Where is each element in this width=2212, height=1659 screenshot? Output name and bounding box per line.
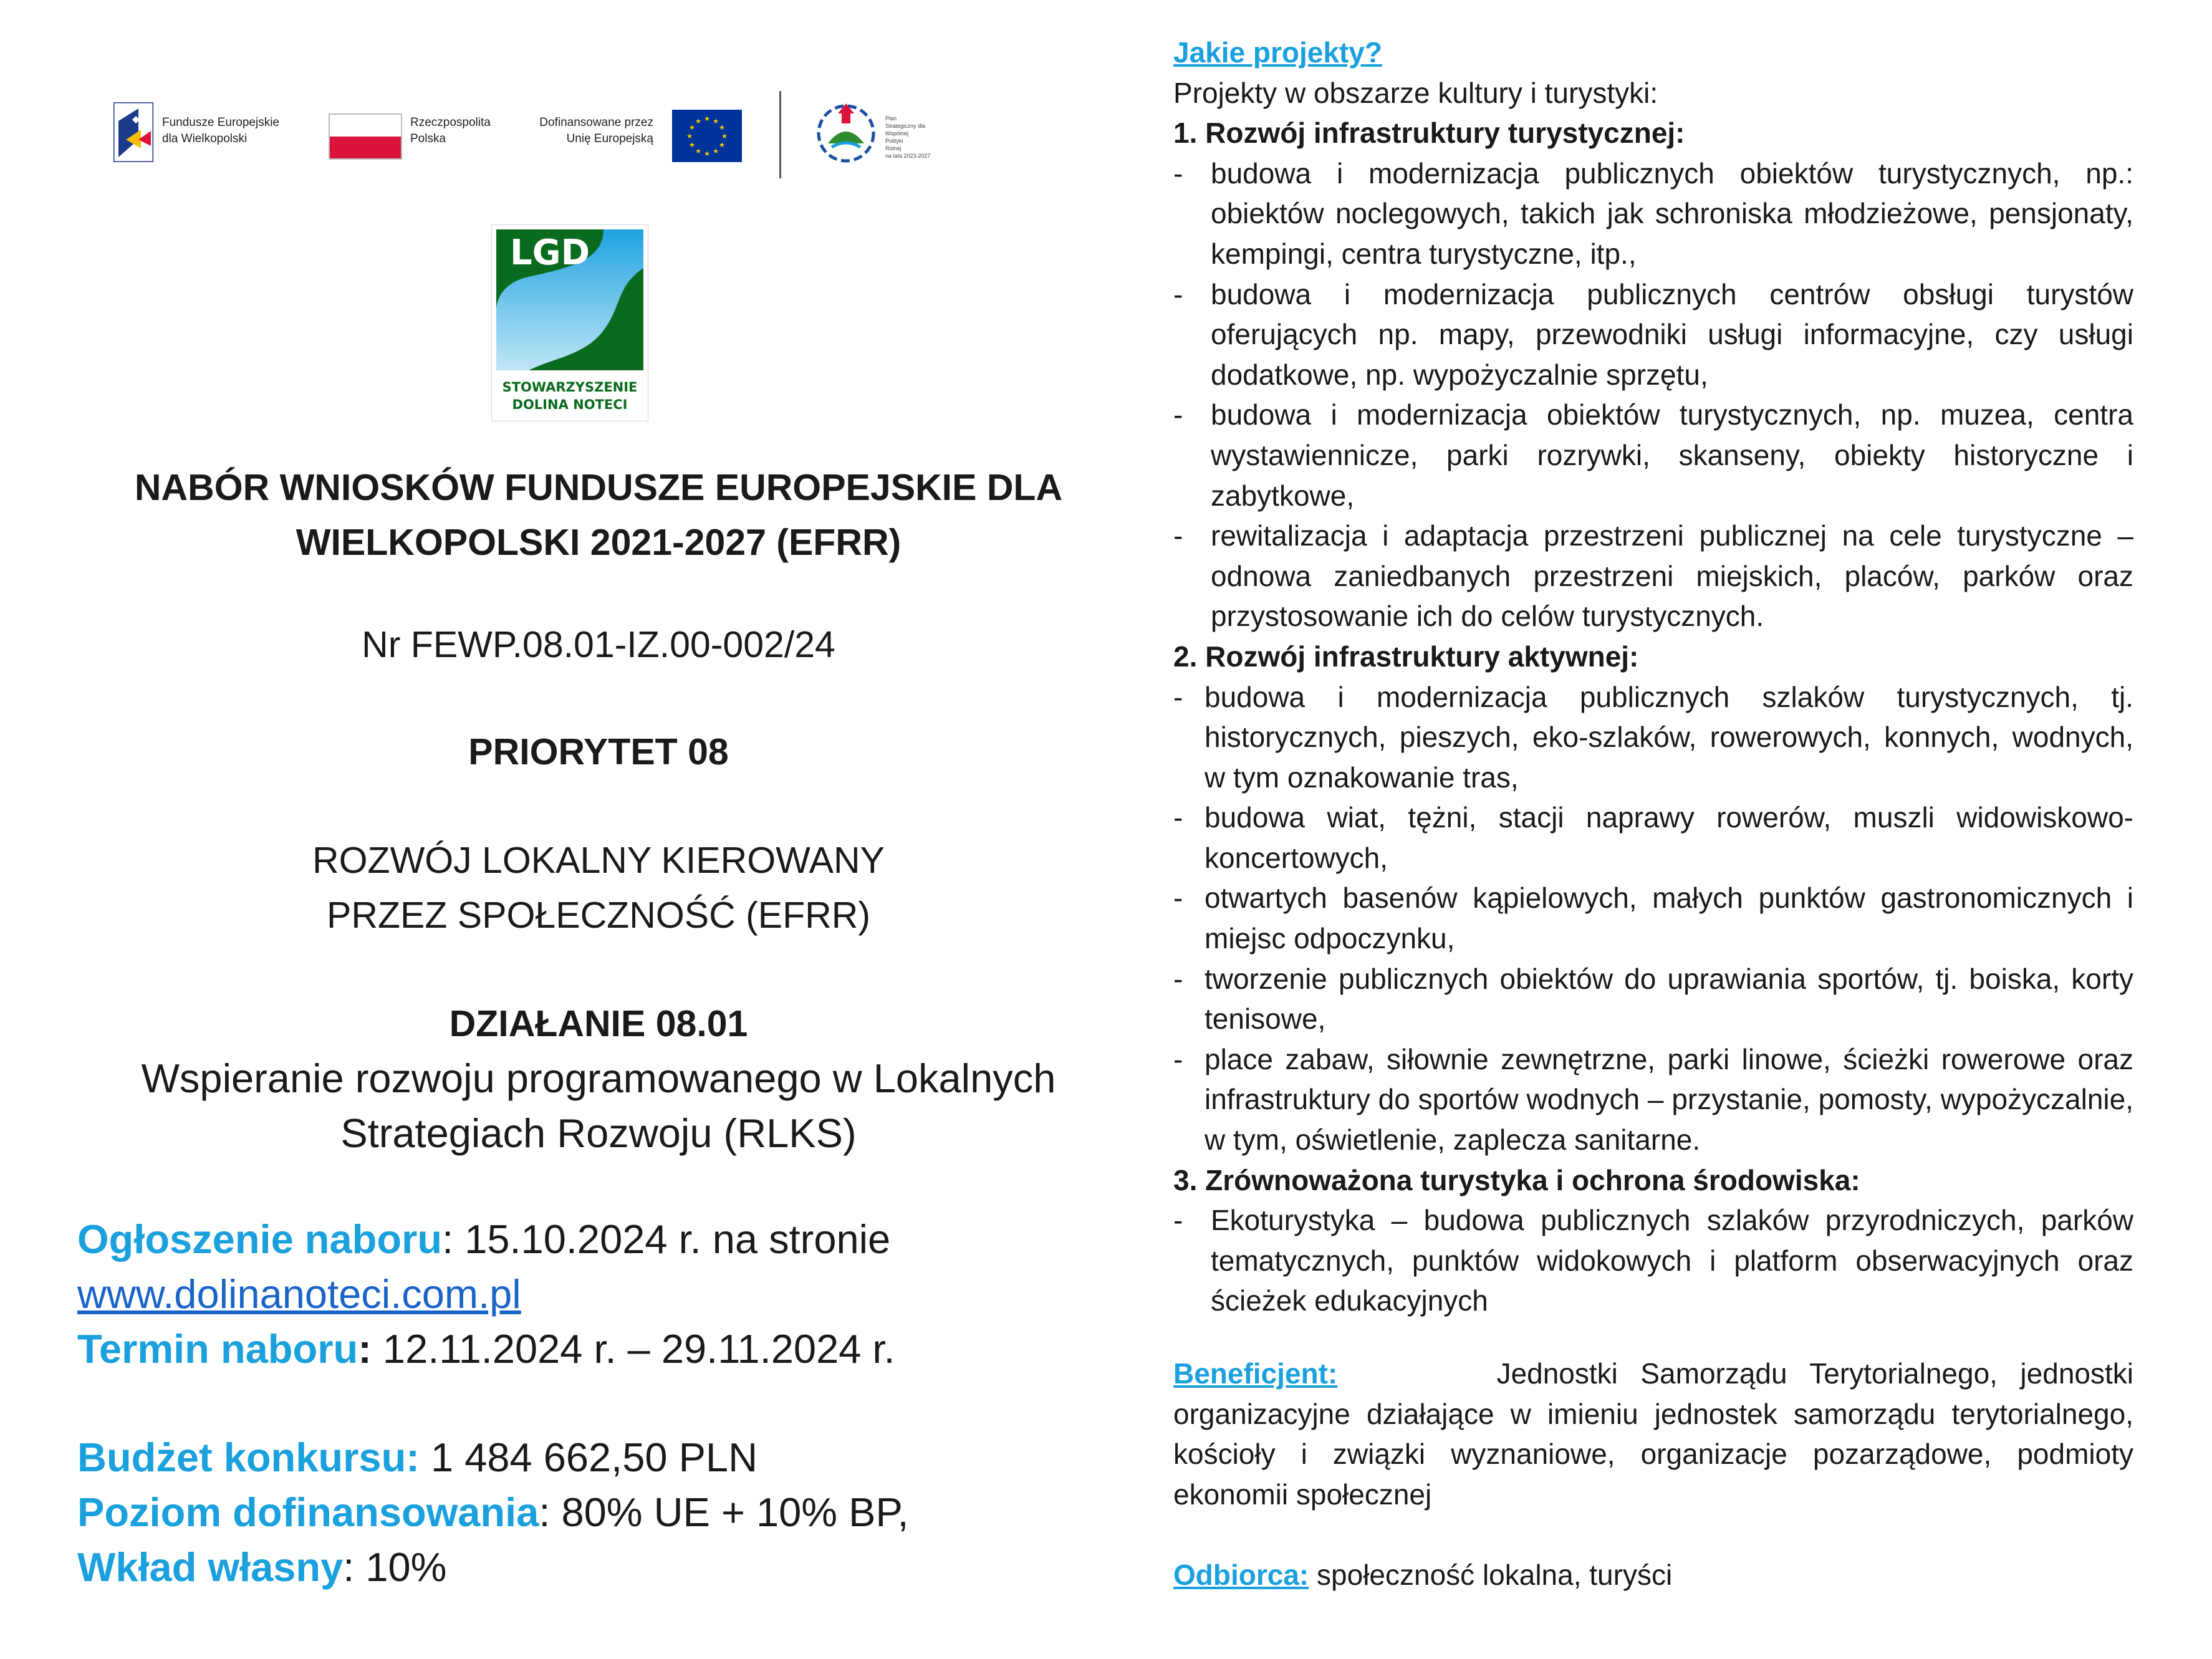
fe-text: Fundusze Europejskie dla Wielkopolski xyxy=(162,116,279,145)
svg-text:★: ★ xyxy=(689,123,695,132)
svg-text:★: ★ xyxy=(719,123,725,132)
call-title: NABÓR WNIOSKÓW FUNDUSZE EUROPEJSKIE DLA WIELKOPOLSKI 2021-2027 (EFRR) xyxy=(134,467,1063,563)
poland-flag xyxy=(329,113,402,160)
rp-text: Rzeczpospolita Polska xyxy=(410,116,491,145)
svg-text:★: ★ xyxy=(704,115,710,123)
website-link[interactable]: www.dolinanoteci.com.pl xyxy=(77,1271,521,1317)
list-item: - Ekoturystyka – budowa publicznych szlaków przyrodniczych, parków tematycznych, punktów widokowych i platform obserwacyjnych oraz ścieżek edukacyjnych xyxy=(1173,1204,2133,1317)
list-item: - tworzenie publicznych obiektów do uprawiania sportów, tj. boiska, korty tenisowe, xyxy=(1173,962,2133,1036)
list-item: - budowa wiat, tężni, stacji naprawy rowerów, muszli widowiskowo-koncertowych, xyxy=(1173,801,2133,874)
action-name: Wspieranie rozwoju programowanego w Lokalnych Strategiach Rozwoju (RLKS) xyxy=(141,1056,1056,1156)
section-3-title: 3. Zrównoważona turystyka i ochrona środowiska: xyxy=(1173,1163,1860,1196)
plan-text: Plan Strategiczny dla Wspólnej Polityki Rolnej na lata 2023-2027 xyxy=(885,115,931,159)
recipient-line: Odbiorca: społeczność lokalna, turyści xyxy=(1173,1559,1673,1591)
svg-text:★: ★ xyxy=(695,147,701,155)
section-2-title: 2. Rozwój infrastruktury aktywnej: xyxy=(1173,640,1639,673)
section-1-title: 1. Rozwój infrastruktury turystycznej: xyxy=(1173,117,1685,150)
list-item: - budowa i modernizacja obiektów turystycznych, np. muzea, centra wystawiennicze, parki rozrywki, skanseny, obiekty historyczne i zabytkowe, xyxy=(1173,398,2133,512)
own-contribution-line: Wkład własny: 10% xyxy=(77,1544,447,1590)
projects-column xyxy=(1173,32,2133,1321)
deadline-line: Termin naboru: 12.11.2024 r. – 29.11.2024 r. xyxy=(77,1326,895,1372)
priority-heading: PRIORYTET 08 xyxy=(468,731,729,772)
action-heading: DZIAŁANIE 08.01 xyxy=(449,1003,748,1044)
lgd-logo-icon xyxy=(491,224,648,421)
svg-text:★: ★ xyxy=(686,132,693,140)
beneficiary-label: Beneficjent: xyxy=(1173,1357,1338,1390)
list-item: - place zabaw, siłownie zewnętrzne, parki linowe, ścieżki rowerowe oraz infrastruktury do sportów wodnych – przystanie, pomosty, wypożyczalnie, w tym, oświetlenie, zaplecza sanitarne. xyxy=(1173,1042,2133,1156)
svg-text:★: ★ xyxy=(689,141,695,149)
recipient-label: Odbiorca: xyxy=(1173,1559,1309,1591)
projects-intro: Projekty w obszarze kultury i turystyki: xyxy=(1173,76,1658,109)
call-number: Nr FEWP.08.01-IZ.00-002/24 xyxy=(362,624,835,665)
beneficiary-paragraph: Beneficjent: Jednostki Samorządu Terytorialnego, jednostki organizacyjne działające w imieniu jednostek samorządu terytorialnego, kościoły i związki wyznaniowe, organizacje pozarządowe, podmioty ekonomii społecznej xyxy=(1173,1357,2133,1511)
ue-text: Dofinansowane przez Unię Europejską xyxy=(539,116,653,145)
list-item: - budowa i modernizacja publicznych szlaków turystycznych, tj. historycznych, pieszych, eko-szlaków, rowerowych, konnych, wodnych, w tym oznakowanie tras, xyxy=(1173,680,2133,794)
plan-strategiczny-logo-icon xyxy=(809,95,883,168)
svg-text:★: ★ xyxy=(704,150,710,158)
svg-text:★: ★ xyxy=(713,117,719,125)
list-item: - budowa i modernizacja publicznych centrów obsługi turystów oferujących np. mapy, przewodniki usługi informacyjne, czy usługi dodatkowe, np. wypożyczalnie sprzętu, xyxy=(1173,277,2133,391)
svg-text:★: ★ xyxy=(695,117,701,125)
announcement-line: Ogłoszenie naboru: 15.10.2024 r. na stronie xyxy=(77,1216,891,1262)
list-item: - rewitalizacja i adaptacja przestrzeni publicznej na cele turystyczne – odnowa zaniedbanych przestrzeni miejskich, placów, parków oraz przystosowanie ich do celów turystycznych. xyxy=(1173,519,2133,633)
website-line xyxy=(77,1267,521,1322)
logo-divider xyxy=(779,91,781,178)
svg-text:★: ★ xyxy=(713,147,719,155)
svg-text:★: ★ xyxy=(719,141,725,149)
priority-name: ROZWÓJ LOKALNY KIEROWANY PRZEZ SPOŁECZNOŚĆ (EFRR) xyxy=(312,840,885,936)
svg-text:STOWARZYSZENIE: STOWARZYSZENIE xyxy=(502,380,638,395)
list-item: - budowa i modernizacja publicznych obiektów turystycznych, np.: obiektów noclegowych, takich jak schroniska młodzieżowe, pensjonaty, kempingi, centra turystyczne, itp., xyxy=(1173,156,2133,270)
cofinancing-line: Poziom dofinansowania: 80% UE + 10% BP, xyxy=(77,1489,909,1535)
projects-heading: Jakie projekty? xyxy=(1173,36,1382,69)
eu-flag-icon xyxy=(672,110,742,162)
svg-text:DOLINA NOTECI: DOLINA NOTECI xyxy=(512,397,628,412)
list-item: - otwartych basenów kąpielowych, małych punktów gastronomicznych i miejsc odpoczynku, xyxy=(1173,882,2133,955)
logo-strip xyxy=(113,87,961,181)
budget-line: Budżet konkursu: 1 484 662,50 PLN xyxy=(77,1435,758,1480)
svg-text:★: ★ xyxy=(721,132,728,140)
svg-text:LGD: LGD xyxy=(510,233,590,273)
fe-logo-icon xyxy=(113,102,153,162)
